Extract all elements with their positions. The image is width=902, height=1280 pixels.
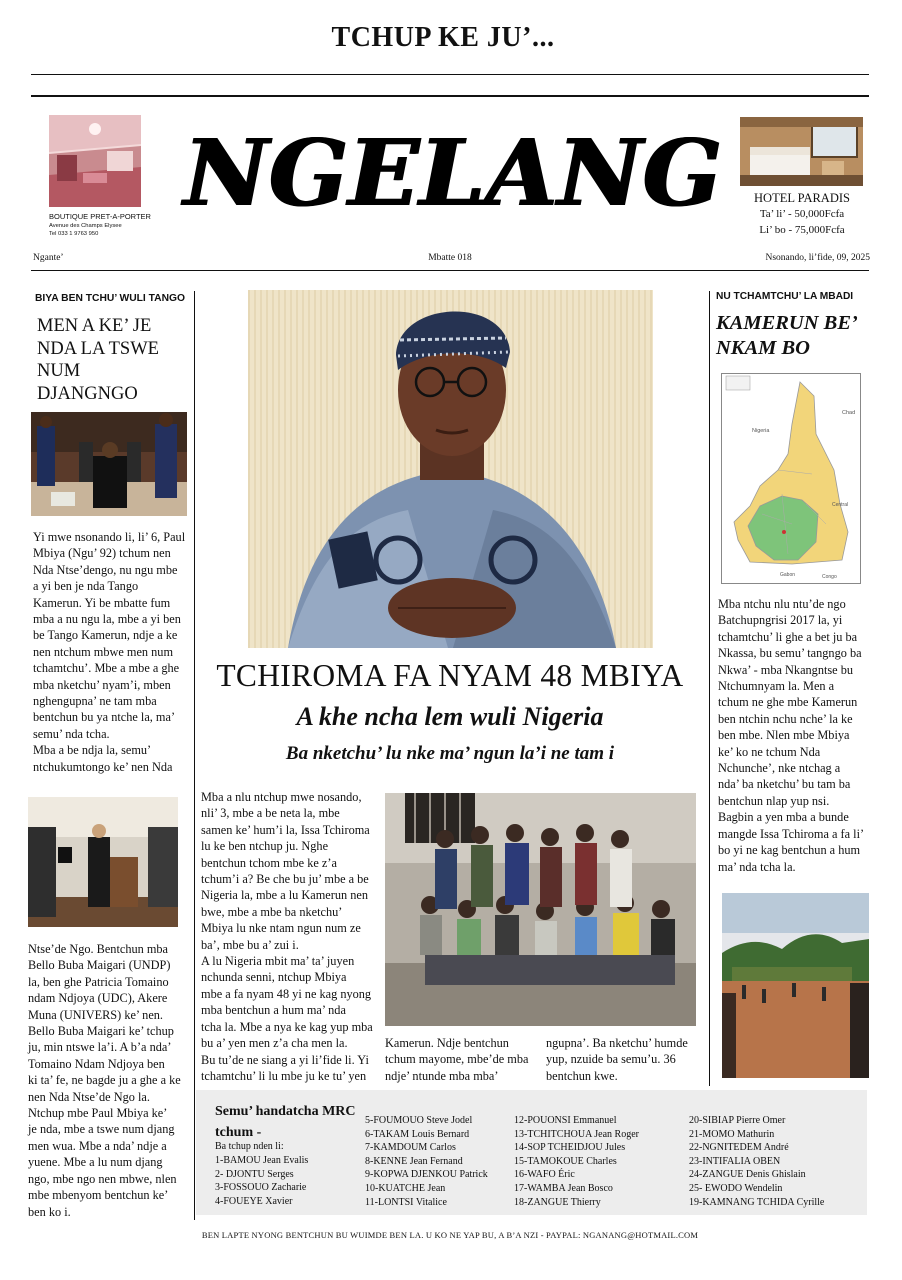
roster-column-2: 5-FOUMOUO Steve Jodel 6-TAKAM Louis Bernard 7-KAMDOUM Carlos 8-KENNE Jean Fernand 9-KOPWA DJENKOU Patrick 10-KUATCHE Jean 11-LONTSI Vitalice bbox=[365, 1115, 488, 1208]
dateline-right: Nsonando, li’fide, 09, 2025 bbox=[765, 253, 870, 263]
cameroon-map bbox=[721, 373, 861, 584]
roster-intro: Ba tchup nden li: bbox=[215, 1141, 284, 1152]
left-article-para-2: Ntse’de Ngo. Bentchun mba Bello Buba Maigari (UNDP) la, ben ghe Patricia Tomaino ndam Ndjoya (UDC), Akere Muna (UNIVERS) ke’ nen. Bello Buba Maigari ke’ tchup ju, min ntswe la’i. A b’a nda’ Tomaino Ndam Ndjoya ben ki ta’ fe, ne bagde ju a ghe a ke nen Nda Ntse’de Ngo la. Ntchup mbe Paul Mbiya ke’ je nda, mbe a tswe num djang men wua. Mbe a nda’ ndje a yuene. Mbe a lu num djang ngo, mbe ngo nen mbwe, nlen mbe mbenyom bentchun ke’ ben ko i. bbox=[28, 942, 181, 1219]
right-headline: KAMERUN BE’ NKAM BO bbox=[716, 312, 858, 359]
map-label-nigeria: Nigeria bbox=[752, 428, 770, 434]
footer-note: BEN LAPTE NYONG BENTCHUN BU WUIMDE BEN LA. U KO NE YAP BU, A B’A NZI - PAYPAL: NGANANG@HOTMAIL.COM bbox=[201, 1230, 699, 1240]
hotel-ad-photo bbox=[740, 117, 863, 186]
map-label-gabon: Gabon bbox=[780, 572, 796, 578]
roster-column-4: 20-SIBIAP Pierre Omer 21-MOMO Mathurin 22-NGNITEDEM André 23-INTIFALIA OBEN 24-ZANGUE Denis Ghislain 25- EWODO Wendelin 19-KAMNANG TCHIDA Cyrille bbox=[689, 1115, 825, 1208]
masthead: NGELANG bbox=[183, 119, 723, 227]
ad-left-tel: Tel 033 1 9763 950 bbox=[49, 231, 99, 237]
top-rule-thick bbox=[31, 95, 869, 97]
top-rule-thin bbox=[31, 74, 869, 75]
boutique-ad-photo bbox=[49, 115, 141, 207]
dateline-left: Ngante’ bbox=[33, 253, 64, 263]
crowd-field-photo bbox=[722, 893, 869, 1078]
biya-swearing-in-photo bbox=[31, 412, 187, 516]
ad-right-rate-2: Li’ bo - 75,000Fcfa bbox=[759, 224, 845, 236]
left-kicker: BIYA BEN TCHU’ WULI TANGO bbox=[35, 293, 186, 304]
roster-column-3: 12-POUONSI Emmanuel 13-TCHITCHOUA Jean Roger 14-SOP TCHEIDJOU Jules 15-TAMOKOUE Charles 16-WAFO Éric 17-WAMBA Jean Bosco 18-ZANGUE Thierry bbox=[514, 1115, 639, 1208]
left-column-divider bbox=[194, 291, 195, 1220]
main-headline: TCHIROMA FA NYAM 48 MBIYA bbox=[216, 658, 684, 693]
map-label-chad: Chad bbox=[842, 410, 856, 416]
roster-title: Semu’ handatcha MRC tchum - bbox=[215, 1104, 356, 1140]
ad-left-name: BOUTIQUE PRET-A-PORTER bbox=[49, 212, 151, 221]
main-deck: Ba nketchu’ lu nke ma’ ngun la’i ne tam i bbox=[285, 743, 615, 764]
dateline-rule bbox=[31, 270, 869, 271]
left-headline: MEN A KE’ JE NDA LA TSWE NUM DJANGNGO bbox=[37, 316, 159, 404]
dateline-center: Mbatte 018 bbox=[428, 253, 472, 263]
roster-column-1: 1-BAMOU Jean Evalis 2- DJONTU Serges 3-FOSSOUO Zacharie 4-FOUEYE Xavier bbox=[215, 1155, 309, 1207]
map-label-congo: Congo bbox=[822, 574, 837, 580]
ad-left-address: Avenue des Champs Elysee bbox=[49, 223, 122, 229]
ad-right-rate-1: Ta’ li’ - 50,000Fcfa bbox=[759, 208, 845, 220]
center-article-para-2: Kamerun. Ndje bentchun tchum mayome, mbe’de mba ndje’ ntunde mba mba’ bbox=[385, 1036, 529, 1083]
center-article-para-3: ngupna’. Ba nketchu’ humde yup, nzuide ba semu’u. 36 bentchun kwe. bbox=[546, 1036, 688, 1083]
main-subhead: A khe ncha lem wuli Nigeria bbox=[296, 702, 604, 731]
right-article-para: Mba ntchu nlu ntu’de ngo Batchupngrisi 2017 la, yi tchamtchu’ li ghe a bet ju ba Nkassa, bu semu’ tangngo ba Nkwa’ - mba Nkangntse bu Ntchumnyam la. Men a tchum ne ghe mbe Kamerun ben ntchin nchu nche’ la ke ben mbe. Nlen mbe Mbiya ke’ ko ne tchum Nda Nchunche’, nke ntchag a nda’ ba nketchu’ bu tam ba bentchun nlap yup nsi. Bagbin a yen mba a bunde mangde Issa Tchiroma a fa li’ bo yi ne kag bentchun a hum ma’ nda tcha la. bbox=[718, 597, 865, 874]
section-title: TCHUP KE JU’... bbox=[331, 22, 555, 53]
detained-men-photo bbox=[385, 793, 696, 1026]
map-label-car: Central bbox=[832, 502, 849, 508]
candidate-speech-photo bbox=[28, 797, 178, 927]
right-kicker: NU TCHAMTCHU’ LA MBADI bbox=[716, 291, 854, 302]
left-article-para-1: Yi mwe nsonando li, li’ 6, Paul Mbiya (Ngu’ 92) tchum nen Nda Ntse’dengo, nu ngu mbe a yi ben je nda Tango Kamerun. Yi be mbatte fum mba a nu ngu la, mbe a yi ben be Tango Kamerun, ndje a ke nen ntchum mbwe men num tchamtchu’. Mbe a mbe a ghe mba nketchu’ nyam’i, mben nghengupna’ ne tam mba bentchun bu ya ntche la, ma’ semu’ nda tcha. Mba a be ndja la, semu’ ntchukumtongo ke’ nen Nda bbox=[33, 530, 186, 774]
center-article-para-1: Mba a nlu ntchup mwe nosando, nli’ 3, mbe a be neta la, mbe samen ke’ hum’i la, Issa Tchiroma lu ke ben ntchup ju. Nghe bentchun tchom mbe ke z’a tchum’i a? Be che bu ju’ mbe a be Nigeria la, mbe a lu Kamerun nen bwe, mbe a mbe ba nketchu’ Mbiya lu nke ntam ngun num ze ba’, mbe bu a’ zui i. A lu Nigeria mbit ma’ ta’ juyen nchunda senni, ntchup Mbiya mbe a fa nyam 48 yi ne kag nyong mba bentchun a hum ma’ nda tcha la. Mbe a nya ke kag yup mba bu a’ yen men z’a cha men la. Bu tu’de ne siang a yi li’fide li. Yi tchamtchu’ li lu mbe ju ke tu’ yen bbox=[201, 790, 373, 1083]
ad-right-name: HOTEL PARADIS bbox=[754, 191, 850, 205]
right-column-divider bbox=[709, 291, 710, 1086]
tchiroma-portrait-photo bbox=[248, 290, 653, 648]
